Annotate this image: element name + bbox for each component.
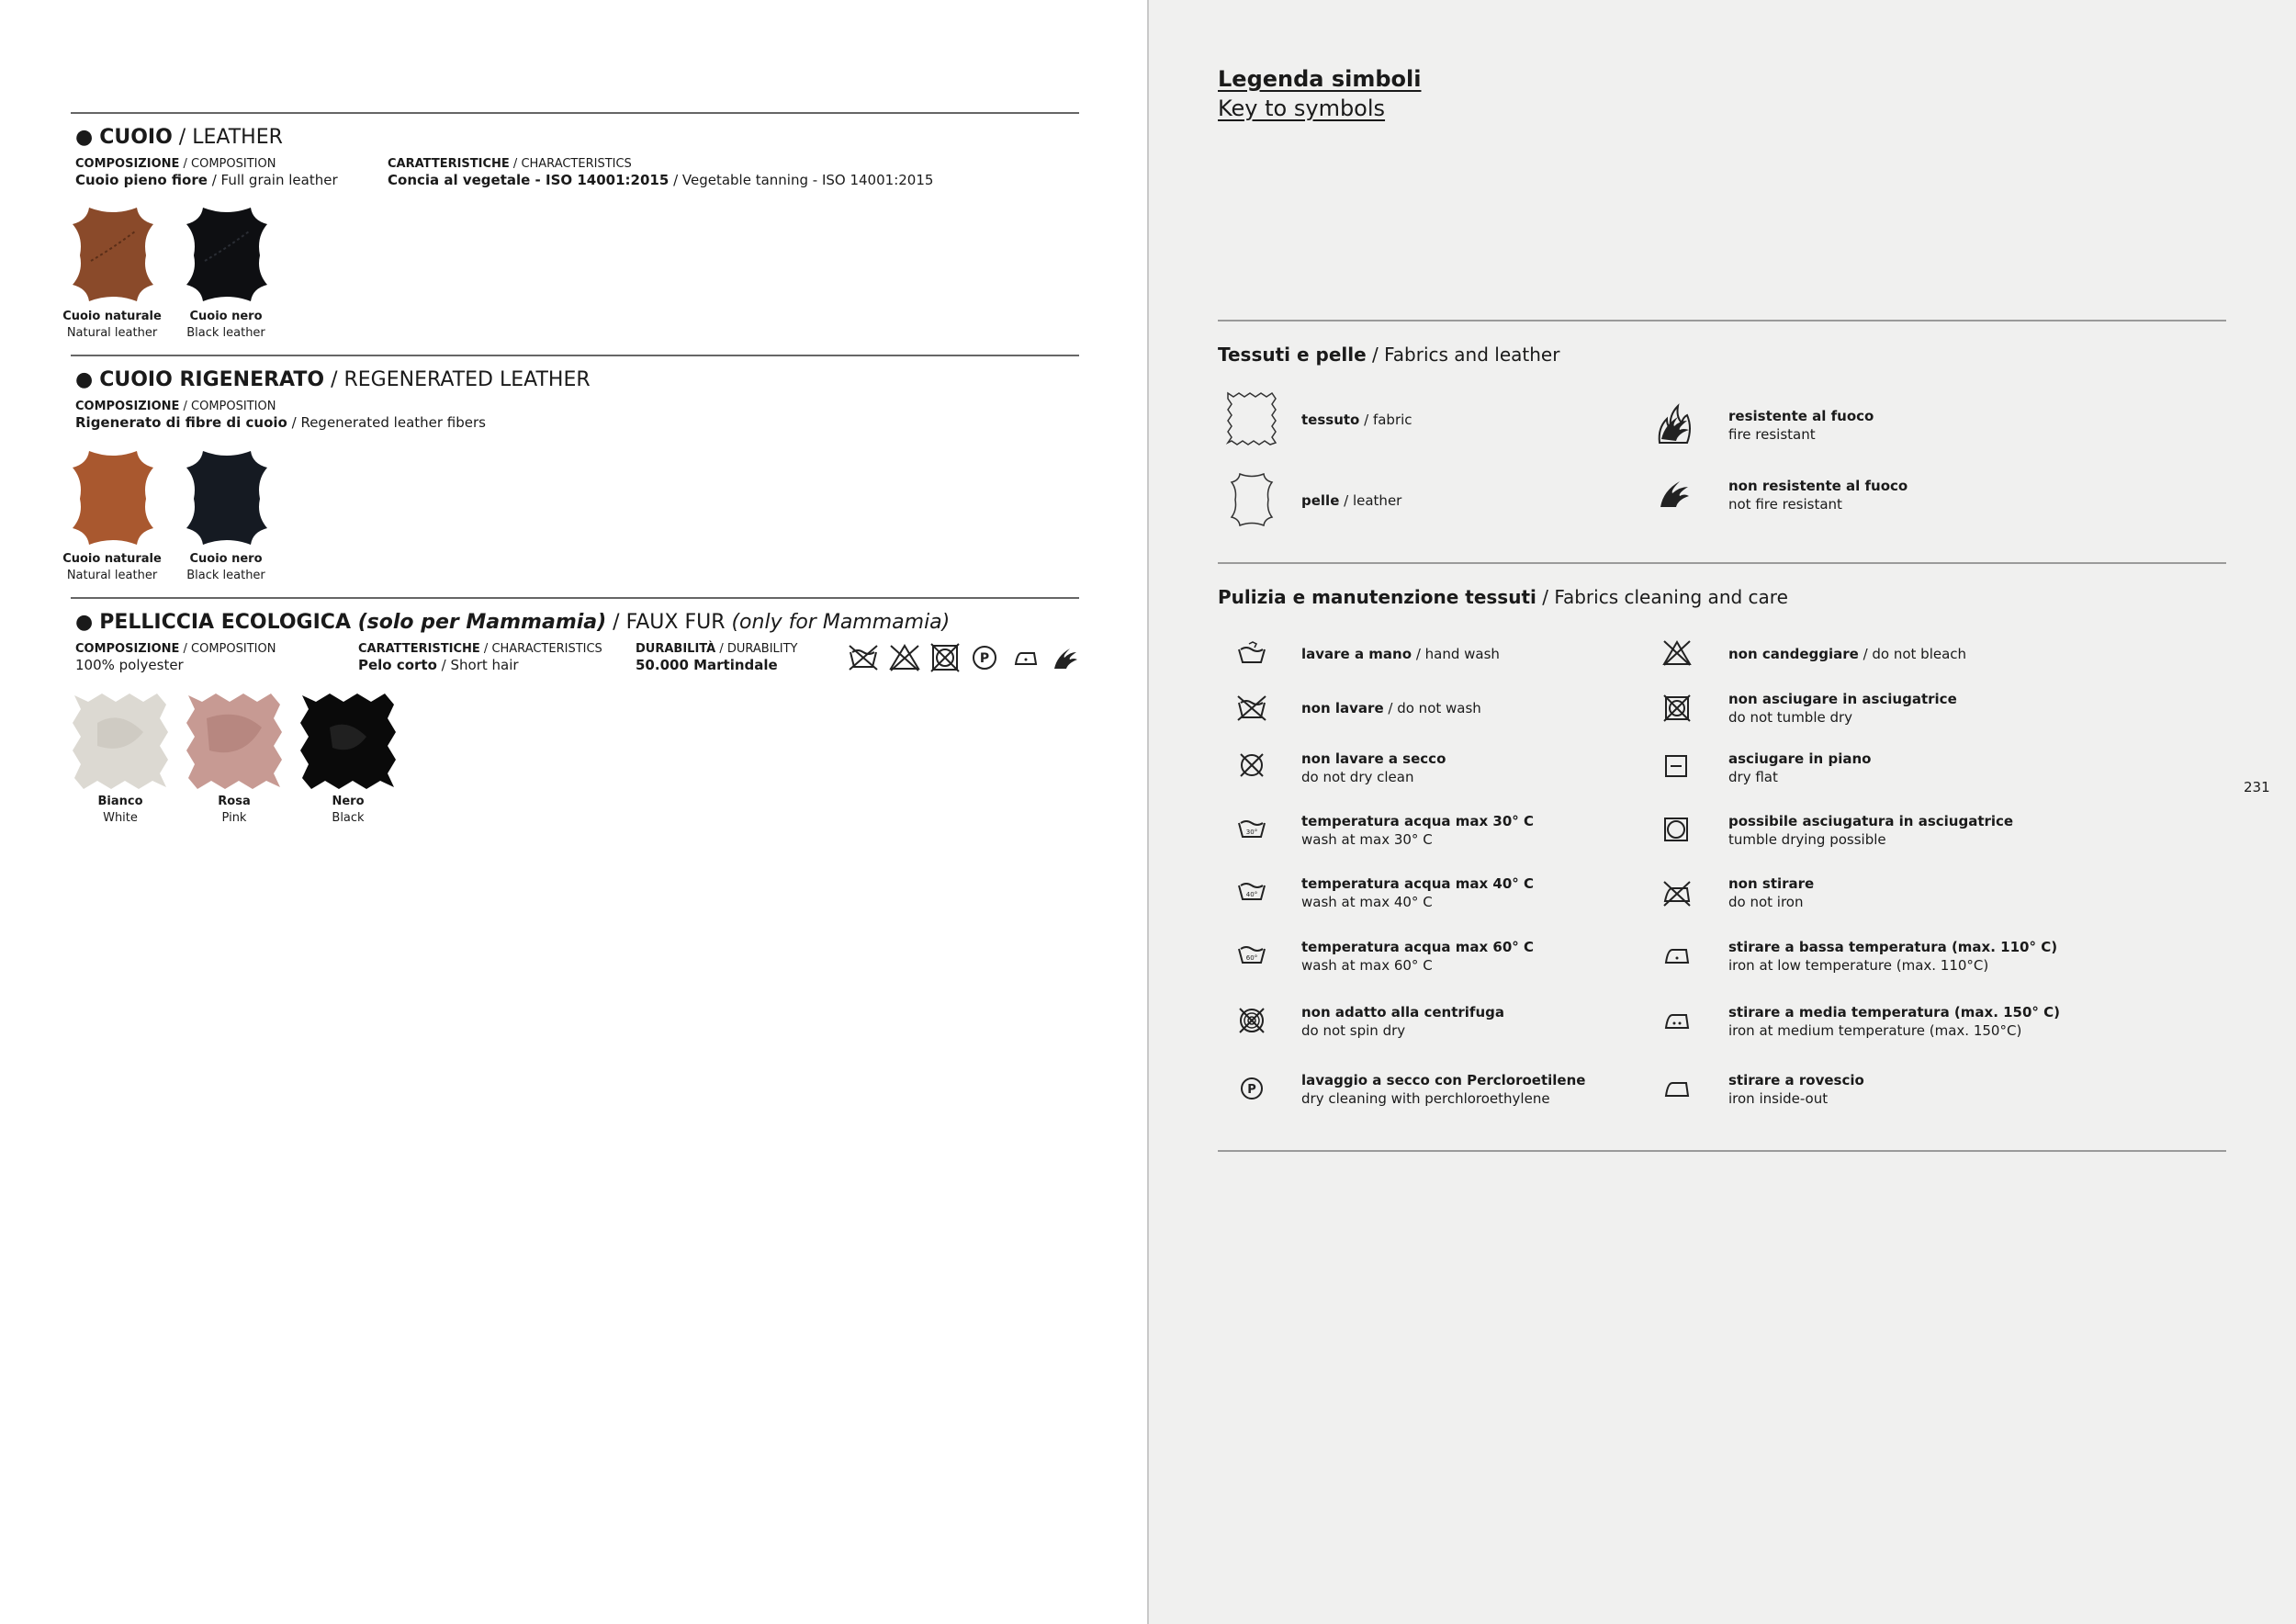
svg-text:30°: 30°	[1245, 829, 1258, 836]
do-not-tumble-dry-icon	[1662, 694, 1692, 722]
legend-item-do-not-iron: non stirare do not iron	[1728, 875, 1815, 910]
do-not-wash-icon	[847, 643, 880, 672]
svg-text:P: P	[979, 651, 990, 666]
swatch-label: Cuoio nero Black leather	[186, 310, 265, 340]
composition-label: COMPOSIZIONE / COMPOSITION	[75, 400, 276, 413]
legend-item-wash-40: temperatura acqua max 40° C wash at max 40° C	[1301, 875, 1535, 910]
group-title-fabrics: Tessuti e pelle / Fabrics and leather	[1218, 344, 1560, 366]
legend-item-do-not-bleach: non candeggiare / do not bleach	[1728, 646, 1967, 662]
group-title-care: Pulizia e manutenzione tessuti / Fabrics cleaning and care	[1218, 586, 1788, 608]
swatch-leather-natural	[69, 204, 157, 305]
swatch-fur-black	[298, 691, 399, 792]
swatch-leather-black	[183, 204, 271, 305]
swatch-regen-natural	[69, 447, 157, 548]
hand-wash-icon	[1236, 640, 1267, 666]
svg-text:40°: 40°	[1245, 891, 1258, 898]
divider	[1218, 1150, 2226, 1152]
characteristics-label: CARATTERISTICHE / CHARACTERISTICS	[388, 157, 632, 171]
swatch-label: Rosa Pink	[218, 795, 251, 825]
swatch-label: Cuoio naturale Natural leather	[62, 552, 162, 582]
composition-value: Rigenerato di fibre di cuoio / Regenerated leather fibers	[75, 414, 486, 431]
fabric-icon	[1225, 390, 1278, 447]
divider	[71, 355, 1079, 356]
fire-resistant-icon	[1656, 402, 1693, 445]
wash-40-icon	[1236, 880, 1267, 902]
legend-item-not-fire-resistant: non resistente al fuoco not fire resistant	[1728, 478, 1908, 513]
characteristics-value: Pelo corto / Short hair	[358, 657, 519, 673]
legend-item-do-not-dry-clean: non lavare a secco do not dry clean	[1301, 750, 1446, 785]
legend-item-wash-30: temperatura acqua max 30° C wash at max 30° C	[1301, 813, 1535, 848]
do-not-wash-icon	[1236, 694, 1267, 722]
legend-item-do-not-wash: non lavare / do not wash	[1301, 700, 1481, 716]
legend-item-dry-clean-p: lavaggio a secco con Percloroetilene dry cleaning with perchloroethylene	[1301, 1072, 1586, 1107]
swatch-fur-white	[70, 691, 171, 792]
dry-flat-icon	[1664, 754, 1688, 778]
page-number: 231	[2244, 779, 2270, 795]
section-title-faux-fur: ● PELLICCIA ECOLOGICA (solo per Mammamia) / FAUX FUR (only for Mammamia)	[75, 611, 951, 634]
do-not-dry-clean-icon	[1238, 751, 1266, 779]
do-not-tumble-dry-icon	[929, 643, 961, 672]
legend-item-do-not-spin-dry: non adatto alla centrifuga do not spin dry	[1301, 1004, 1505, 1039]
not-fire-resistant-icon	[1052, 645, 1079, 671]
composition-value: Cuoio pieno fiore / Full grain leather	[75, 172, 338, 188]
divider	[1218, 562, 2226, 564]
dry-clean-p-icon	[1239, 1076, 1265, 1101]
legend-item-hand-wash: lavare a mano / hand wash	[1301, 646, 1500, 662]
legend-item-do-not-tumble-dry: non asciugare in asciugatrice do not tumble dry	[1728, 691, 1957, 726]
swatch-label: Bianco White	[97, 795, 143, 825]
not-fire-resistant-icon	[1658, 478, 1691, 509]
swatch-label: Cuoio nero Black leather	[186, 552, 265, 582]
do-not-bleach-icon	[888, 643, 921, 672]
swatch-regen-black	[183, 447, 271, 548]
legend-item-iron-medium: stirare a media temperatura (max. 150° C) iron at medium temperature (max. 150°C)	[1728, 1004, 2061, 1039]
legend-title: Legenda simboli	[1218, 66, 1422, 92]
iron-medium-icon	[1662, 1009, 1692, 1032]
iron-low-icon	[1012, 646, 1040, 670]
section-title-regenerated-leather: ● CUOIO RIGENERATO / REGENERATED LEATHER	[75, 368, 591, 391]
legend-item-leather: pelle / leather	[1301, 492, 1402, 509]
legend-item-iron-low: stirare a bassa temperatura (max. 110° C) iron at low temperature (max. 110°C)	[1728, 939, 2058, 974]
divider	[71, 112, 1079, 114]
swatch-fur-pink	[184, 691, 285, 792]
wash-60-icon	[1236, 943, 1267, 965]
swatch-label: Cuoio naturale Natural leather	[62, 310, 162, 340]
legend-subtitle: Key to symbols	[1218, 96, 1386, 121]
dry-clean-p-icon	[971, 644, 998, 671]
characteristics-value: Concia al vegetale - ISO 14001:2015 / Vegetable tanning - ISO 14001:2015	[388, 172, 934, 188]
legend-item-fire-resistant: resistente al fuoco fire resistant	[1728, 408, 1874, 443]
legend-item-iron-inside-out: stirare a rovescio iron inside-out	[1728, 1072, 1864, 1107]
divider	[1218, 320, 2226, 321]
svg-text:P: P	[1247, 1083, 1256, 1097]
durability-label: DURABILITÀ / DURABILITY	[636, 642, 798, 656]
composition-label: COMPOSIZIONE / COMPOSITION	[75, 642, 276, 656]
composition-value: 100% polyester	[75, 657, 184, 673]
do-not-bleach-icon	[1661, 639, 1693, 667]
legend-item-wash-60: temperatura acqua max 60° C wash at max 60° C	[1301, 939, 1535, 974]
do-not-iron-icon	[1661, 879, 1693, 908]
legend-item-tumble-dry: possibile asciugatura in asciugatrice tumble drying possible	[1728, 813, 2014, 848]
do-not-spin-dry-icon	[1237, 1006, 1266, 1035]
divider	[71, 597, 1079, 599]
svg-text:60°: 60°	[1245, 954, 1258, 962]
leather-icon	[1229, 471, 1275, 528]
composition-label: COMPOSIZIONE / COMPOSITION	[75, 157, 276, 171]
durability-value: 50.000 Martindale	[636, 657, 778, 673]
swatch-label: Nero Black	[332, 795, 365, 825]
tumble-dry-icon	[1663, 817, 1689, 842]
legend-item-dry-flat: asciugare in piano dry flat	[1728, 750, 1872, 785]
iron-low-icon	[1662, 943, 1692, 967]
left-page	[0, 0, 1147, 1624]
iron-inside-out-icon	[1662, 1077, 1692, 1100]
wash-30-icon	[1236, 818, 1267, 840]
characteristics-label: CARATTERISTICHE / CHARACTERISTICS	[358, 642, 602, 656]
section-title-leather: ● CUOIO / LEATHER	[75, 126, 283, 149]
legend-item-fabric: tessuto / fabric	[1301, 412, 1412, 428]
